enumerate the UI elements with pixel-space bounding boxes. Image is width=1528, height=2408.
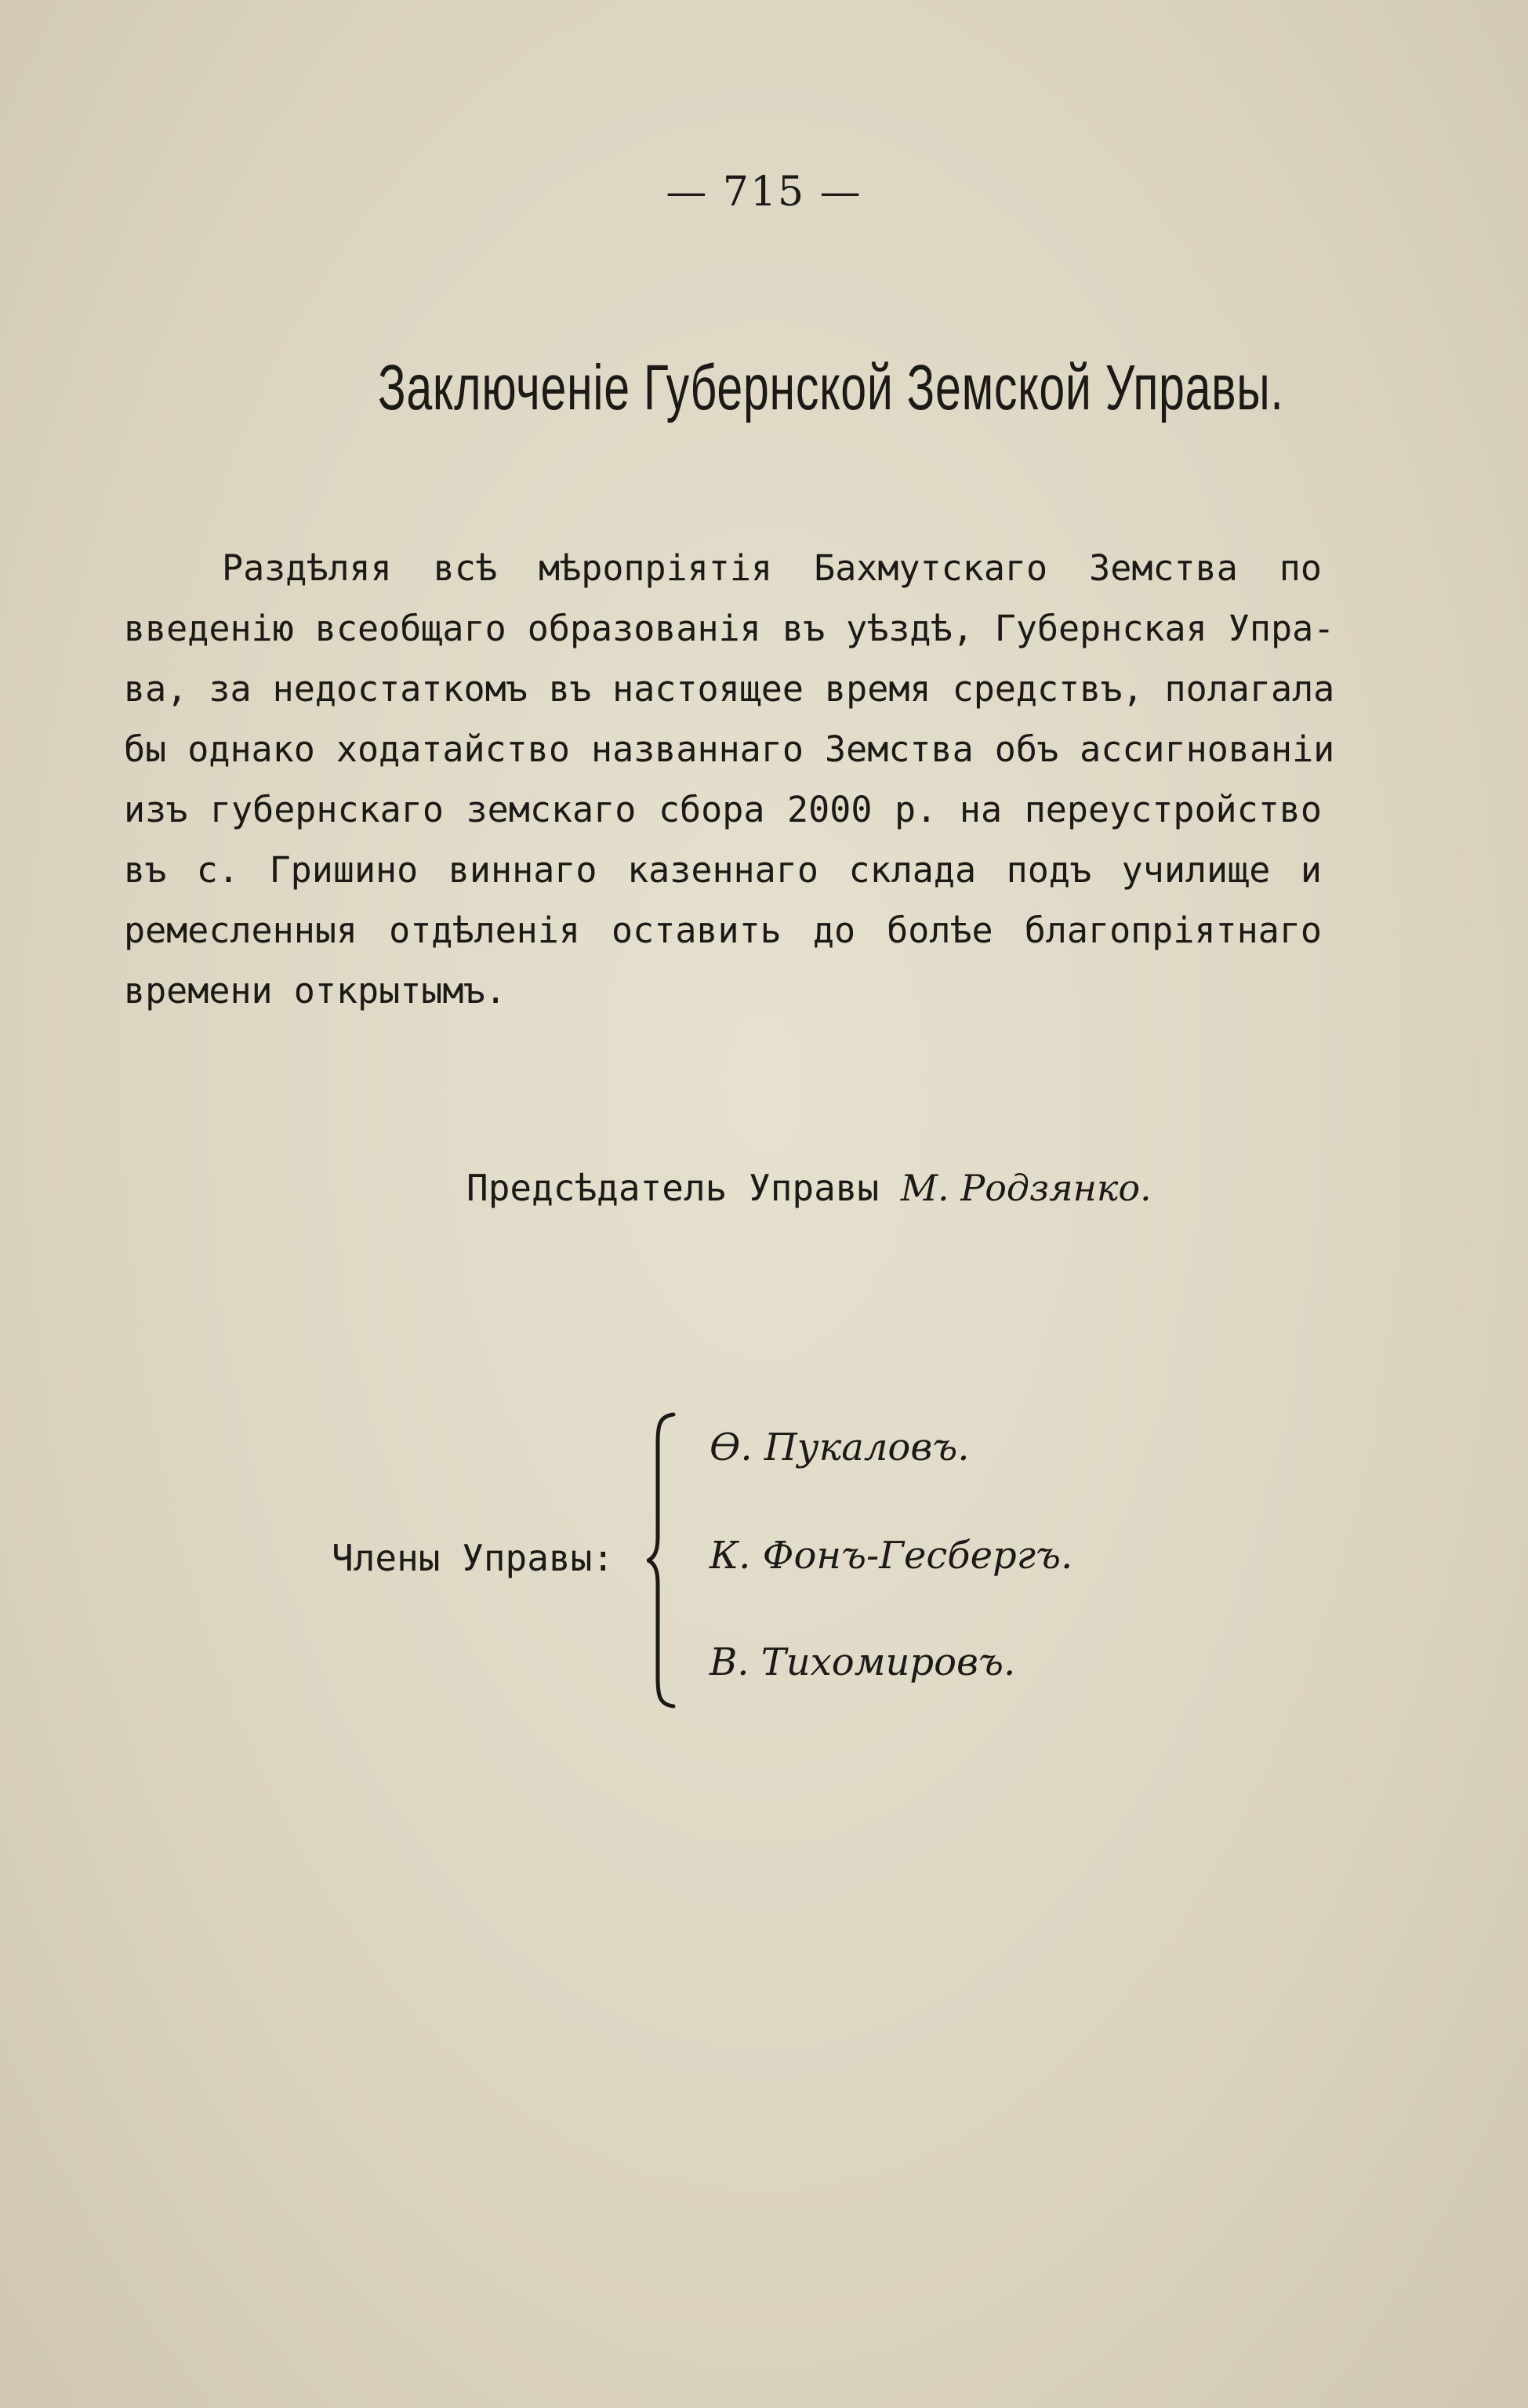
body-line: ремесленныя отдѣленiя оставить до болѣе благопрiятнаго [124, 910, 1322, 951]
curly-brace-icon [647, 1411, 678, 1709]
member-name: Ѳ. Пукаловъ. [710, 1426, 970, 1469]
member-name: К. Фонъ-Гесбергъ. [710, 1534, 1073, 1578]
body-line: ва, за недостаткомъ въ настоящее время средствъ, полагала [124, 668, 1335, 710]
body-line: въ с. Гришино виннаго казеннаго склада подъ училище и [124, 849, 1322, 891]
body-line: Раздѣляя всѣ мѣропрiятiя Бахмутскаго Земства по [222, 547, 1322, 589]
members-label: Члены Управы: [332, 1537, 615, 1579]
body-line: изъ губернскаго земскаго сбора 2000 р. на переустройство [124, 789, 1322, 830]
chairman-name: М. Родзянко. [900, 1167, 1152, 1209]
document-title: Заключенiе Губернской Земской Управы. [377, 352, 1284, 423]
member-name: В. Тихомировъ. [710, 1640, 1016, 1684]
body-line: введенiю всеобщаго образованiя въ уѣздѣ, Губернская Упра- [124, 608, 1335, 649]
page-number: — 715 — [666, 169, 862, 216]
body-line: бы однако ходатайство названнаго Земства объ ассигнованiи [124, 728, 1335, 770]
chairman-signature [466, 1167, 1152, 1209]
body-line: времени открытымъ. [124, 970, 506, 1012]
chairman-label: Предсѣдатель Управы [466, 1167, 880, 1209]
body-paragraph [124, 538, 1335, 1021]
